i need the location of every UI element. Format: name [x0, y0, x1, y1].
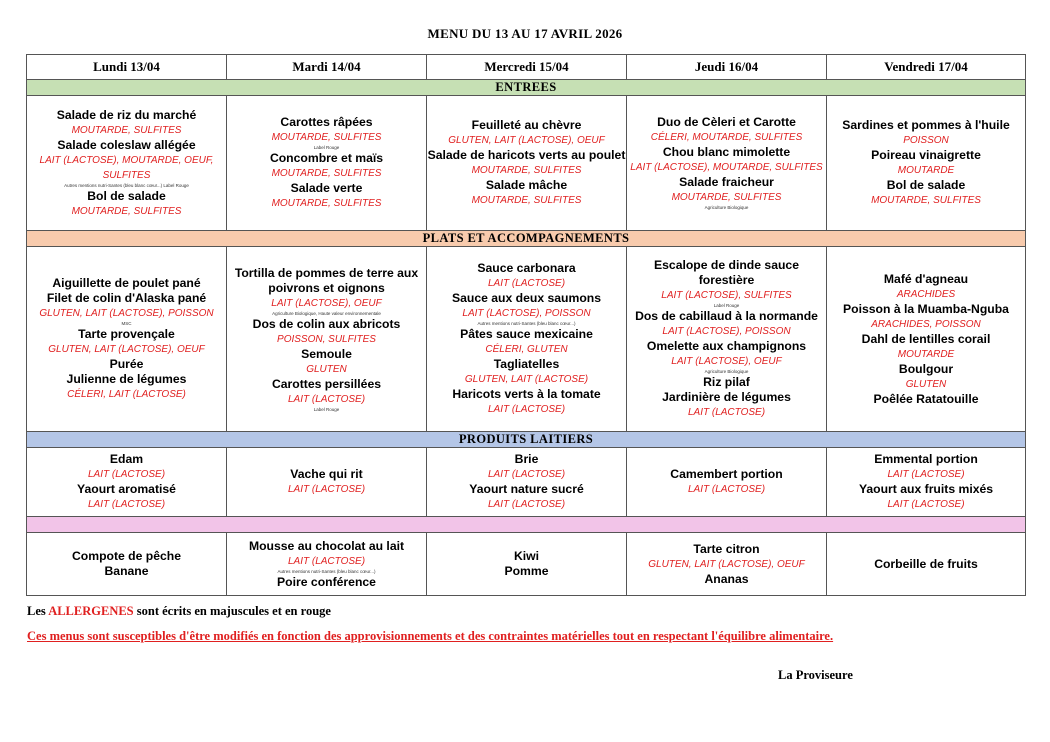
allergen-list: MOUTARDE [897, 165, 955, 176]
allergen-list: MOUTARDE [897, 348, 955, 360]
allergen-list: MOUTARDE, SULFITES [271, 168, 382, 179]
dish-name: Sauce carbonara [477, 261, 576, 275]
section-band-entrees: ENTREES [27, 80, 1026, 96]
dish-name: Jardinière de légumes [662, 390, 791, 404]
allergen-list: GLUTEN, LAIT (LACTOSE), POISSON [39, 308, 214, 319]
dish-name: Vache qui rit [290, 467, 363, 481]
allergen-list: LAIT (LACTOSE) [887, 469, 965, 480]
allergen-list: MOUTARDE, SULFITES [471, 165, 582, 176]
dish-name: Boulgour [898, 361, 954, 376]
dish-name: Escalope de dinde sauce forestière [654, 258, 799, 287]
dish-name: Tagliatelles [493, 357, 560, 371]
allergen-list: GLUTEN, LAIT (LACTOSE), OEUF [448, 135, 605, 146]
menu-cell-wednesday [427, 247, 627, 432]
day-header-friday: Vendredi 17/04 [827, 55, 1026, 80]
section-content-row [27, 448, 1026, 517]
dish-name: Dahl de lentilles corail [861, 331, 991, 346]
allergen-list: LAIT (LACTOSE), POISSON [462, 308, 591, 319]
section-band-row [27, 80, 1026, 96]
allergen-list: MOUTARDE, SULFITES [471, 195, 582, 206]
menu-cell-thursday [627, 96, 827, 231]
dish-name: Corbeille de fruits [874, 556, 978, 571]
section-band-row [27, 231, 1026, 247]
menu-cell-friday [827, 533, 1026, 596]
allergen-list: LAIT (LACTOSE), SULFITES [661, 290, 792, 301]
dish-name: Poireau vinaigrette [871, 148, 981, 162]
allergen-list: CÉLERI, GLUTEN [485, 344, 568, 355]
weekly-menu-table [26, 54, 1026, 596]
dish-name: Tarte provençale [78, 327, 175, 341]
menu-cell-tuesday [227, 96, 427, 231]
dish-name: Banane [104, 564, 149, 578]
allergen-list: GLUTEN [306, 363, 347, 375]
allergen-list: GLUTEN [905, 378, 947, 390]
allergen-note [27, 604, 331, 619]
dish-name: Yaourt aux fruits mixés [858, 482, 994, 496]
allergen-list: CÉLERI, MOUTARDE, SULFITES [650, 132, 803, 143]
dish-name: Pâtes sauce mexicaine [460, 327, 593, 341]
allergen-list: CÉLERI, LAIT (LACTOSE) [67, 389, 186, 400]
disclaimer-note: Ces menus sont susceptibles d'être modifiés en fonction des approvisionnements et des contraintes matérielles tout en respectant l'équilibre alimentaire. [27, 629, 834, 643]
dish-name: Dos de cabillaud à la normande [635, 309, 818, 323]
dish-name: Salade coleslaw allégée [57, 137, 196, 152]
menu-cell-friday [827, 96, 1026, 231]
dish-name: Feuilleté au chèvre [471, 118, 582, 132]
menu-cell-thursday [627, 448, 827, 517]
dish-name: Salade verte [290, 181, 363, 195]
dish-name: Mousse au chocolat au lait [248, 538, 405, 553]
allergen-list: LAIT (LACTOSE) [687, 484, 766, 495]
section-content-row [27, 533, 1026, 596]
allergen-note-keyword: ALLERGENES [48, 604, 134, 618]
label-mention: Label Rouge [313, 145, 340, 150]
dish-name: Tortilla de pommes de terre aux poivrons et oignons [234, 265, 419, 295]
dish-name: Tarte citron [693, 541, 760, 556]
allergen-note-prefix: Les [27, 604, 49, 618]
section-band-laitiers: PRODUITS LAITIERS [27, 432, 1026, 448]
allergen-list: POISSON, SULFITES [277, 333, 376, 345]
dish-name: Poêlée Ratatouille [873, 391, 979, 406]
dish-name: Filet de colin d'Alaska pané [46, 291, 207, 305]
label-mention: MSC [121, 321, 132, 326]
dish-name: Chou blanc mimolette [662, 145, 791, 159]
dish-name: Pomme [504, 564, 549, 578]
dish-name: Carottes râpées [280, 115, 373, 129]
label-mention: Autres mentions nutri-Santes (bleu blanc cœur...) Label Rouge [64, 182, 189, 188]
dish-name: Sauce aux deux saumons [451, 291, 602, 305]
dish-name: Concombre et maïs [269, 151, 384, 165]
label-mention: Label Rouge [313, 406, 340, 412]
dish-name: Riz pilaf [703, 375, 750, 389]
menu-cell-friday [827, 247, 1026, 432]
allergen-list: LAIT (LACTOSE), MOUTARDE, SULFITES [630, 162, 823, 173]
dish-name: Camembert portion [670, 467, 783, 481]
menu-cell-monday [27, 533, 227, 596]
menu-cell-friday [827, 448, 1026, 517]
dish-name: Aiguillette de poulet pané [52, 276, 201, 290]
allergen-list: ARACHIDES, POISSON [871, 318, 981, 330]
dish-name: Bol de salade [886, 178, 966, 192]
allergen-list: MOUTARDE, SULFITES [271, 132, 382, 143]
dish-name: Carottes persillées [271, 376, 382, 391]
dish-name: Yaourt nature sucré [469, 482, 584, 496]
dish-name: Kiwi [513, 549, 540, 563]
menu-cell-monday [27, 96, 227, 231]
dish-name: Salade mâche [485, 178, 568, 192]
day-header-wednesday: Mercredi 15/04 [427, 55, 627, 80]
allergen-list: GLUTEN, LAIT (LACTOSE), OEUF [648, 558, 805, 570]
menu-cell-wednesday [427, 448, 627, 517]
dish-name: Haricots verts à la tomate [452, 387, 601, 401]
dish-name: Yaourt aromatisé [77, 482, 176, 496]
menu-cell-wednesday [427, 533, 627, 596]
allergen-list: ARACHIDES [896, 288, 956, 300]
dish-name: Poisson à la Muamba-Nguba [843, 301, 1009, 316]
allergen-note-suffix: sont écrits en majuscules et en rouge [133, 604, 331, 618]
menu-body [27, 80, 1026, 596]
allergen-list: LAIT (LACTOSE) [87, 499, 166, 510]
allergen-list: LAIT (LACTOSE) [487, 469, 566, 480]
dish-name: Emmental portion [874, 452, 978, 466]
allergen-list: LAIT (LACTOSE) [487, 404, 566, 415]
menu-cell-thursday [627, 247, 827, 432]
allergen-list: GLUTEN, LAIT (LACTOSE), OEUF [48, 344, 205, 355]
allergen-list: LAIT (LACTOSE) [287, 484, 366, 495]
dish-name: Poire conférence [277, 574, 376, 589]
dish-name: Brie [514, 452, 539, 466]
allergen-list: LAIT (LACTOSE) [687, 407, 766, 418]
dish-name: Mafé d'agneau [883, 271, 969, 286]
menu-cell-wednesday [427, 96, 627, 231]
dish-name: Duo de Cèleri et Carotte [657, 115, 796, 129]
day-header-tuesday: Mardi 14/04 [227, 55, 427, 80]
signature: La Proviseure [778, 668, 853, 682]
day-header-row [27, 55, 1026, 80]
label-mention: Label Rouge [713, 303, 740, 308]
menu-cell-monday [27, 247, 227, 432]
section-content-row [27, 247, 1026, 432]
allergen-list: LAIT (LACTOSE) [487, 499, 566, 510]
allergen-list: MOUTARDE, SULFITES [71, 124, 182, 136]
allergen-list: LAIT (LACTOSE) [887, 499, 965, 510]
menu-cell-tuesday [227, 533, 427, 596]
dish-name: Salade de riz du marché [56, 107, 197, 122]
day-header-monday: Lundi 13/04 [27, 55, 227, 80]
allergen-list: LAIT (LACTOSE) [487, 278, 566, 289]
section-band-plats: PLATS ET ACCOMPAGNEMENTS [27, 231, 1026, 247]
dish-name: Salade fraicheur [679, 175, 774, 189]
allergen-list: MOUTARDE, SULFITES [671, 192, 782, 203]
menu-cell-tuesday [227, 247, 427, 432]
allergen-list: LAIT (LACTOSE) [287, 393, 366, 405]
label-mention: Autres mentions nutri-Santes (bleu blanc cœur...) [477, 321, 576, 326]
allergen-list: MOUTARDE, SULFITES [271, 198, 382, 209]
dish-name: Julienne de légumes [66, 372, 187, 386]
dish-name: Salade de haricots verts au poulet [427, 148, 626, 162]
dish-name: Ananas [704, 571, 749, 586]
allergen-list: POISSON [903, 135, 949, 146]
dish-name: Sardines et pommes à l'huile [842, 118, 1010, 132]
section-content-row [27, 96, 1026, 231]
day-header-thursday: Jeudi 16/04 [627, 55, 827, 80]
dish-name: Compote de pêche [71, 549, 182, 563]
menu-cell-monday [27, 448, 227, 517]
allergen-list: LAIT (LACTOSE), OEUF [271, 297, 382, 309]
section-band-row [27, 517, 1026, 533]
dish-name: Semoule [301, 346, 352, 361]
allergen-list: LAIT (LACTOSE), MOUTARDE, OEUF, SULFITES [39, 154, 214, 181]
dish-name: Bol de salade [87, 188, 166, 203]
allergen-list: MOUTARDE, SULFITES [71, 205, 182, 217]
allergen-list: LAIT (LACTOSE), POISSON [662, 326, 791, 337]
menu-cell-tuesday [227, 448, 427, 517]
allergen-list: GLUTEN, LAIT (LACTOSE) [464, 374, 589, 385]
label-mention: Agriculture Biologique [704, 205, 749, 210]
dish-name: Omelette aux champignons [646, 339, 807, 353]
label-mention: Autres mentions nutri-Santes (bleu blanc cœur...) [277, 568, 376, 574]
dish-name: Dos de colin aux abricots [252, 316, 401, 331]
allergen-list: LAIT (LACTOSE) [287, 555, 366, 567]
label-mention: Agriculture Biologique [704, 369, 749, 374]
menu-title: MENU DU 13 AU 17 AVRIL 2026 [427, 26, 623, 41]
dish-name: Edam [109, 452, 144, 466]
dish-name: Purée [109, 357, 144, 371]
allergen-list: LAIT (LACTOSE) [87, 469, 166, 480]
allergen-list: LAIT (LACTOSE), OEUF [671, 356, 782, 367]
allergen-list: MOUTARDE, SULFITES [871, 195, 981, 206]
section-band-dessert [27, 517, 1026, 533]
label-mention: Agriculture Biologique, Haute valeur environnementale [272, 310, 381, 316]
menu-cell-thursday [627, 533, 827, 596]
section-band-row [27, 432, 1026, 448]
